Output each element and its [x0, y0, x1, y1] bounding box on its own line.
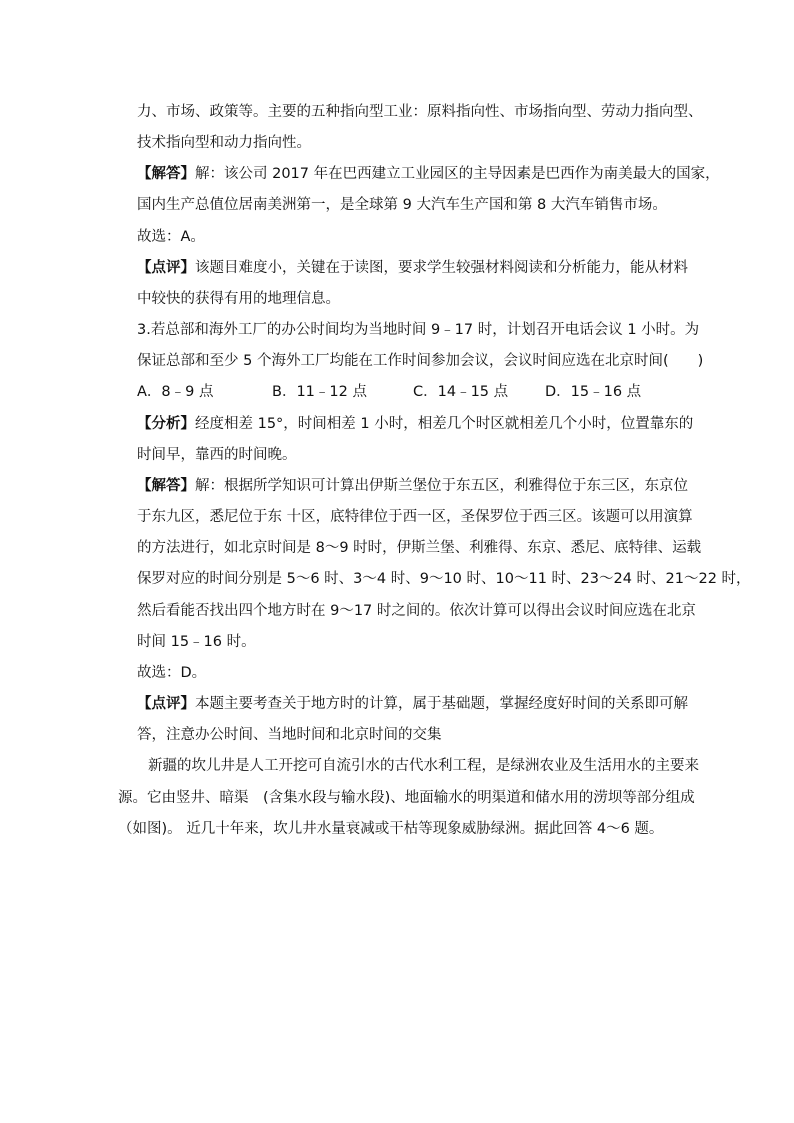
- choice-line: 故选：D。: [137, 665, 207, 681]
- review-line: 中较快的获得有用的地理信息。: [137, 291, 340, 307]
- paragraph-line: 力、市场、政策等。主要的五种指向型工业：原料指向性、市场指向型、劳动力指向型、: [137, 104, 703, 120]
- intro-line: 新疆的坎儿井是人工开挖可自流引水的古代水利工程，是绿洲农业及生活用水的主要来: [148, 758, 699, 774]
- question-line: 3.若总部和海外工厂的办公时间均为当地时间 9﹣17 时，计划召开电话会议 1 小时。为: [137, 322, 700, 338]
- review-text: 该题目难度小，关键在于读图，要求学生较强材料阅读和分析能力，能从材料: [195, 260, 688, 276]
- answer-tag: 【解答】: [137, 166, 195, 182]
- answer-line: 保罗对应的时间分别是 5～6 时、3～4 时、9～10 时、10～11 时、23～24 时、21～22 时，: [137, 571, 751, 587]
- answer-line: [137, 476, 688, 496]
- choice-line: 故选：A。: [137, 229, 205, 245]
- option-d: D．15﹣16 点: [545, 384, 642, 400]
- review-line: 答，注意办公时间、当地时间和北京时间的交集: [137, 727, 442, 743]
- analysis-line: [137, 414, 693, 434]
- review-line: [137, 694, 688, 714]
- intro-line: （如图)。 近几十年来，坎儿井水量衰减或干枯等现象威胁绿洲。据此回答 4～6 题。: [118, 821, 664, 837]
- review-tag: 【点评】: [137, 260, 195, 276]
- analysis-tag: 【分析】: [137, 416, 195, 432]
- answer-tag: 【解答】: [137, 478, 195, 494]
- answer-line: 的方法进行，如北京时间是 8～9 时时，伊斯兰堡、利雅得、东京、悉尼、底特律、运载: [137, 540, 702, 556]
- review-text: 本题主要考查关于地方时的计算，属于基础题，掌握经度好时间的关系即可解: [195, 696, 688, 712]
- intro-line: 源。它由竖井、暗渠 (含集水段与输水段)、地面输水的明渠道和储水用的涝坝等部分组成: [118, 790, 695, 806]
- answer-line: 于东九区，悉尼位于东 十区，底特律位于西一区，圣保罗位于西三区。该题可以用演算: [137, 509, 693, 525]
- question-line: 保证总部和至少 5 个海外工厂均能在工作时间参加会议，会议时间应选在北京时间( ): [137, 353, 704, 369]
- answer-line: [137, 164, 720, 184]
- answer-line: 国内生产总值位居南美洲第一，是全球第 9 大汽车生产国和第 8 大汽车销售市场。: [137, 197, 667, 213]
- option-c: C．14﹣15 点: [413, 384, 509, 400]
- answer-line: 然后看能否找出四个地方时在 9～17 时之间的。依次计算可以得出会议时间应选在北京: [137, 603, 696, 619]
- review-tag: 【点评】: [137, 696, 195, 712]
- answer-text: 解：根据所学知识可计算出伊斯兰堡位于东五区，利雅得位于东三区，东京位: [195, 478, 688, 494]
- paragraph-line: 技术指向型和动力指向性。: [137, 135, 311, 151]
- option-a: A．8﹣9 点: [137, 384, 214, 400]
- analysis-text: 经度相差 15°，时间相差 1 小时，相差几个时区就相差几个小时，位置靠东的: [195, 416, 694, 432]
- answer-line: 时间 15﹣16 时。: [137, 634, 256, 650]
- analysis-line: 时间早，靠西的时间晚。: [137, 447, 297, 463]
- review-line: [137, 258, 688, 278]
- option-b: B．11﹣12 点: [272, 384, 367, 400]
- answer-text: 解：该公司 2017 年在巴西建立工业园区的主导因素是巴西作为南美最大的国家，: [195, 166, 720, 182]
